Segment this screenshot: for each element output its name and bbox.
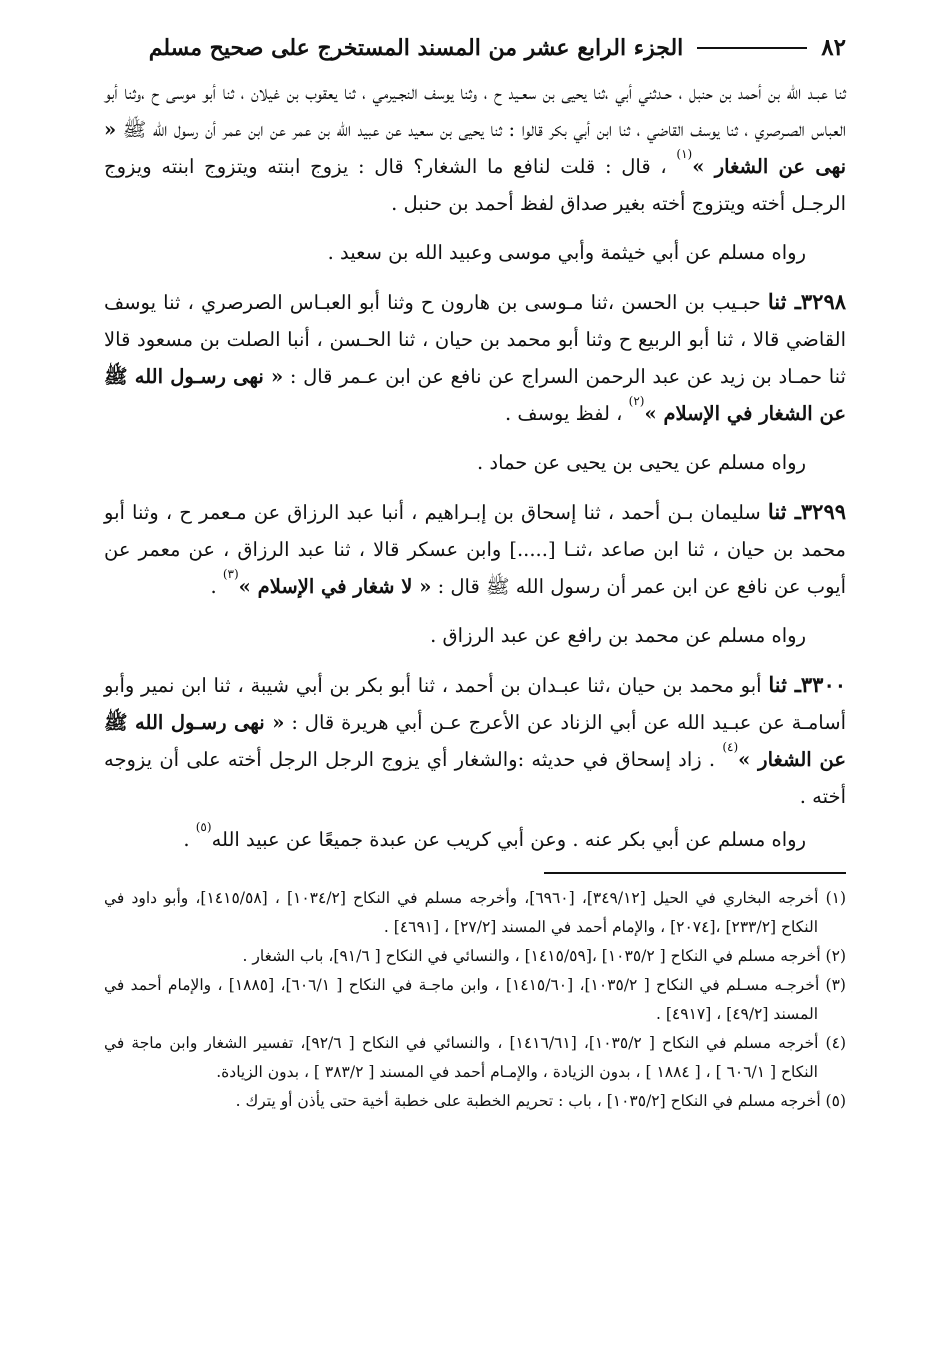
page-number: ٨٢ [821,34,846,61]
riwaya-3298: رواه مسلم عن يحيى بن يحيى عن حماد . [476,451,806,474]
hadith-number: ٣٣٠٠ـ ثنا [768,672,847,697]
riwaya-tail: . [183,828,190,851]
hadith-matn: « نهى رسـول الله ﷺ عن الشغار » [104,711,847,771]
footnote-ref: (١) [676,147,693,161]
hadith-matn: « نهى عن الشغار » [104,118,846,178]
footnote-5: (٥) أخرجه مسلم في النكاح [١٠٣٥/٢] ، باب : تحريم الخطبة على خطبة أخية حتى يأذن أو يترك . [235,1092,846,1110]
riwaya-3300 [104,821,846,858]
header-title: الجزء الرابع عشر من المسند المستخرج على صحيح مسلم [148,35,684,61]
footnote-ref: (٢) [628,394,645,408]
hadith-text: حبـيب بن الحسن ،ثنا مـوسى بن هارون ح وثنا أبو العبـاس الصرصري ، ثنا يوسف القاضي قالا ، ثنا أبو الربيع ح وثنا أبو محمد بن حيان ، ثنا الحـسن ، أنبا الصلت بن مسعود قالا ثنا حمـاد بن زيد عن عبد الرحمن السراج عن نافع عن ابن عـمر قال : [104,291,846,388]
hadith-tail: . زاد إسحاق في حديثه :والشغار أي يزوج الرجل الرجل أخته على أن يزوجه أخته . [104,748,846,808]
hadith-3298 [104,283,846,432]
footnote-3: (٣) أخرجـه مسـلم في النكاح [ ١٠٣٥/٢]، [١٤١٥/٦٠] ، وابن ماجـة في النكاح [ ٦٠٦/١]، [١٨٨٥] ، والإمام أحمد في المسند [٤٩/٢] ، [٤٩١٧] . [104,976,846,1023]
hadith-number: ٣٢٩٩ـ ثنا [767,499,847,524]
footnote-4: (٤) أخرجه مسلم في النكاح [ ١٠٣٥/٢]، [١٤١٦/٦١] ، والنسائي في النكاح [ ٩٢/٦]، تفسير الشغار وابن ماجة في النكاح [ ٦٠٦/١ ] ، [ ١٨٨٤ ] ، بدون الزيادة ، والإمـام أحمد في المسند [ ٣٨٣/٢ ] ، بدون الزيادة. [104,1034,846,1081]
footnote-ref: (٤) [722,740,739,754]
running-header [104,28,846,68]
hadith-matn: « نهى رسـول الله ﷺ عن الشغار في الإسلام » [104,365,846,425]
footnote-2: (٢) أخرجه مسلم في النكاح [ ١٠٣٥/٢] ،[١٤١٥/٥٩] ، والنسائي في النكاح [ ٩١/٦]، باب الشغار . [242,947,846,965]
hadith-3300 [104,666,846,815]
footnote-1: (١) أخرجه البخاري في الحيل [٣٤٩/١٢]، [٦٩٦٠]، وأخرجه مسلم في النكاح [١٠٣٤/٢] ، [١٤١٥/٥٨]، وأبو داود في النكاح [٢٣٣/٢] ،[٢٠٧٤] ، والإمام أحمد في المسند [٢٧/٢] ، [٤٦٩١] . [104,889,847,936]
riwaya-3299: رواه مسلم عن محمد بن رافع عن عبد الرزاق . [430,624,806,647]
hadith-text: سليمان بـن أحمد ، ثنا إسحاق بن إبـراهيم ، أنبا عبد الرزاق عن مـعمر ح ، وثنا أبو محمد بن حيان ، ثنا ابن صاعد ،ثنـا [.....] وابن عسكر قالا ، ثنا عبد الرزاق ، عن معمر عن أيوب عن نافع عن ابن عمر أن رسول الله ﷺ قال : [104,501,846,598]
riwaya-3297: رواه مسلم عن أبي خيثمة وأبي موسى وعبيد الله بن سعيد . [327,241,806,264]
hadith-tail: ، قال : قلت لنافع ما الشغار؟ قال : يزوج ابنته ويتزوج ابنته ويزوج الرجـل أخته ويتزوج أخته بغير صداق لفظ أحمد بن حنبل . [104,155,846,215]
hadith-text: ثنا عبـد الله بن أحمد بن حنبل ، حـدثني أبي ،ثنا يحيى بن سعـيد ح ، وثنا يوسف النجـيرمي ، ثنا يعقوب بن غيلان ، ثنا أبو موسى ح ،وثنا أبو العباس الصـرصري ، ثنا يوسف القاضي ، ثنا ابن أبي بكر قالوا : ثنا يحيى بن سعيد عن عبيد الله بن عمر عن ابن عمر أن رسول الله ﷺ [104,81,846,141]
riwaya-text: رواه مسلم عن أبي بكر عنه . وعن أبي كريب عن عبدة جميعًا عن عبيد الله [211,828,806,851]
hadith-3299 [104,493,846,605]
footnote-ref: (٥) [195,820,212,834]
header-rule [697,47,807,49]
hadith-3297 [104,74,846,222]
hadith-tail: ، لفظ يوسف . [505,402,623,425]
book-page [104,28,846,1116]
hadith-text: أبو محمد بن حيان ،ثنا عبـدان بن أحمد ، ثنا أبو بكر بن أبي شيبة ، ثنا ابن نمير وأبو أسامـة عن عبـيد الله عن أبي الزناد عن الأعرج عـن أبي هريرة قال : [104,674,846,734]
hadith-number: ٣٢٩٨ـ ثنا [767,289,847,314]
footnote-ref: (٣) [222,567,239,581]
footnotes [104,884,846,1116]
footnote-separator [544,872,846,874]
hadith-tail: . [210,575,217,598]
hadith-matn: « لا شغار في الإسلام » [238,575,432,598]
